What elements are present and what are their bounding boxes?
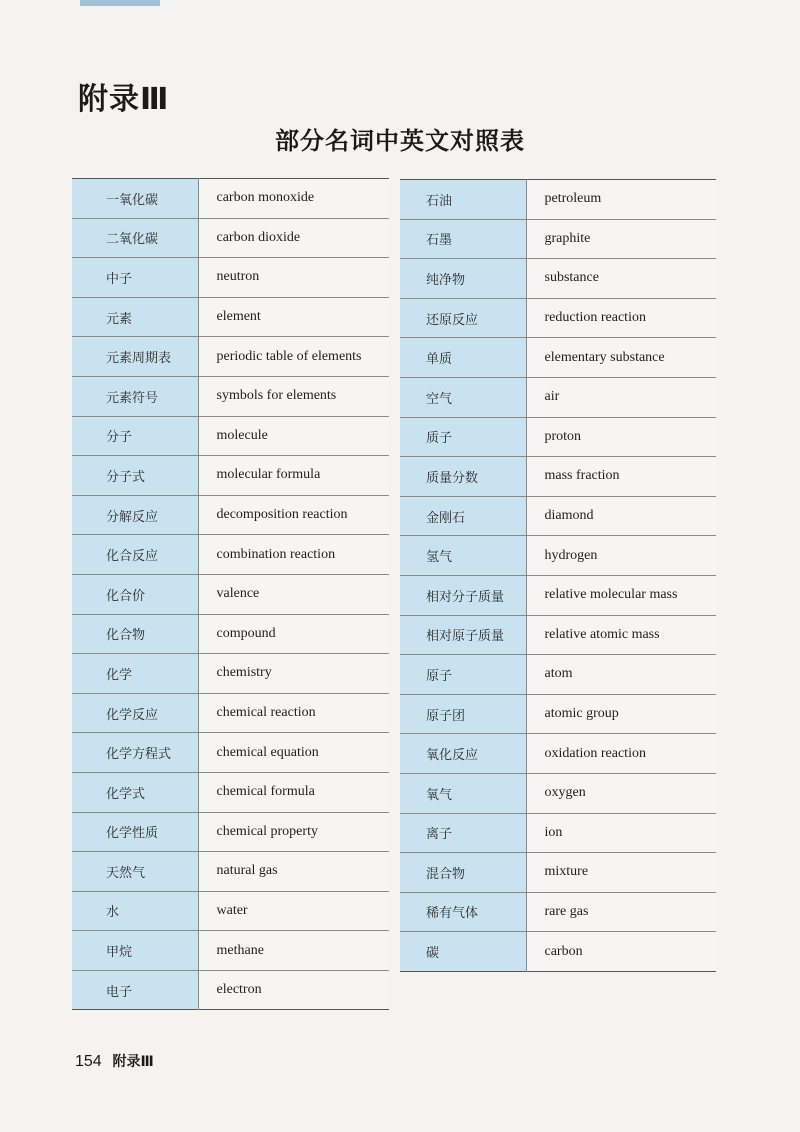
english-term: periodic table of elements [198, 337, 389, 377]
glossary-table-right-body [400, 180, 716, 972]
english-term: ion [526, 813, 716, 853]
table-row [400, 892, 716, 932]
chinese-term: 石墨 [400, 219, 526, 259]
table-row [400, 338, 716, 378]
page-number: 154 [75, 1053, 102, 1070]
english-term: water [198, 891, 389, 931]
english-term: mixture [526, 853, 716, 893]
glossary-table-right [400, 179, 716, 972]
english-term: neutron [198, 258, 389, 298]
chinese-term: 金刚石 [400, 496, 526, 536]
english-term: graphite [526, 219, 716, 259]
table-row [72, 495, 389, 535]
english-term: carbon monoxide [198, 179, 389, 219]
english-term: decomposition reaction [198, 495, 389, 535]
chinese-term: 氧化反应 [400, 734, 526, 774]
chinese-term: 质量分数 [400, 457, 526, 497]
english-term: carbon dioxide [198, 218, 389, 258]
table-row [72, 456, 389, 496]
table-row [400, 655, 716, 695]
chinese-term: 氧气 [400, 773, 526, 813]
english-term: compound [198, 614, 389, 654]
chinese-term: 相对原子质量 [400, 615, 526, 655]
chinese-term: 混合物 [400, 853, 526, 893]
english-term: oxygen [526, 773, 716, 813]
chinese-term: 化合反应 [72, 535, 198, 575]
table-row [400, 615, 716, 655]
top-color-strip [80, 0, 160, 6]
page-footer [75, 1051, 154, 1071]
english-term: chemical reaction [198, 693, 389, 733]
table-row [72, 733, 389, 773]
appendix-title: 附录Ⅲ [78, 82, 170, 117]
chinese-term: 氢气 [400, 536, 526, 576]
chinese-term: 中子 [72, 258, 198, 298]
chinese-term: 相对分子质量 [400, 575, 526, 615]
table-row [72, 812, 389, 852]
chinese-term: 质子 [400, 417, 526, 457]
english-term: diamond [526, 496, 716, 536]
chinese-term: 分解反应 [72, 495, 198, 535]
chinese-term: 纯净物 [400, 259, 526, 299]
english-term: relative molecular mass [526, 575, 716, 615]
chinese-term: 分子 [72, 416, 198, 456]
english-term: carbon [526, 932, 716, 972]
english-term: proton [526, 417, 716, 457]
table-row [400, 219, 716, 259]
english-term: reduction reaction [526, 298, 716, 338]
table-row [72, 376, 389, 416]
chinese-term: 碳 [400, 932, 526, 972]
table-row [400, 377, 716, 417]
chinese-term: 一氧化碳 [72, 179, 198, 219]
table-row [72, 614, 389, 654]
chinese-term: 元素周期表 [72, 337, 198, 377]
chinese-term: 单质 [400, 338, 526, 378]
footer-label: 附录Ⅲ [112, 1054, 154, 1070]
table-row [72, 258, 389, 298]
table-row [72, 218, 389, 258]
table-row [72, 891, 389, 931]
chinese-term: 分子式 [72, 456, 198, 496]
chinese-term: 化学性质 [72, 812, 198, 852]
table-row [72, 416, 389, 456]
chinese-term: 化学 [72, 654, 198, 694]
english-term: petroleum [526, 180, 716, 220]
table-row [72, 852, 389, 892]
chinese-term: 石油 [400, 180, 526, 220]
table-row [400, 575, 716, 615]
english-term: air [526, 377, 716, 417]
table-row [400, 536, 716, 576]
chinese-term: 离子 [400, 813, 526, 853]
english-term: hydrogen [526, 536, 716, 576]
table-title: 部分名词中英文对照表 [275, 126, 525, 155]
chinese-term: 还原反应 [400, 298, 526, 338]
table-row [72, 931, 389, 971]
table-row [400, 932, 716, 972]
table-row [400, 180, 716, 220]
chinese-term: 元素 [72, 297, 198, 337]
english-term: symbols for elements [198, 376, 389, 416]
glossary-table-left-body [72, 179, 389, 1010]
english-term: chemistry [198, 654, 389, 694]
english-term: atom [526, 655, 716, 695]
chinese-term: 甲烷 [72, 931, 198, 971]
english-term: electron [198, 970, 389, 1010]
table-row [72, 535, 389, 575]
table-row [72, 654, 389, 694]
english-term: atomic group [526, 694, 716, 734]
table-row [400, 694, 716, 734]
chinese-term: 化学式 [72, 772, 198, 812]
chinese-term: 化合物 [72, 614, 198, 654]
chinese-term: 原子 [400, 655, 526, 695]
chinese-term: 化合价 [72, 574, 198, 614]
english-term: molecular formula [198, 456, 389, 496]
english-term: combination reaction [198, 535, 389, 575]
table-row [400, 298, 716, 338]
english-term: oxidation reaction [526, 734, 716, 774]
english-term: element [198, 297, 389, 337]
chinese-term: 化学反应 [72, 693, 198, 733]
table-row [400, 259, 716, 299]
english-term: elementary substance [526, 338, 716, 378]
chinese-term: 空气 [400, 377, 526, 417]
chinese-term: 天然气 [72, 852, 198, 892]
english-term: substance [526, 259, 716, 299]
english-term: chemical property [198, 812, 389, 852]
english-term: rare gas [526, 892, 716, 932]
table-row [72, 297, 389, 337]
chinese-term: 二氧化碳 [72, 218, 198, 258]
chinese-term: 原子团 [400, 694, 526, 734]
glossary-table-left [72, 178, 389, 1010]
english-term: relative atomic mass [526, 615, 716, 655]
chinese-term: 水 [72, 891, 198, 931]
english-term: valence [198, 574, 389, 614]
english-term: molecule [198, 416, 389, 456]
table-row [400, 734, 716, 774]
table-row [400, 496, 716, 536]
table-row [400, 417, 716, 457]
english-term: natural gas [198, 852, 389, 892]
table-row [72, 179, 389, 219]
table-row [72, 574, 389, 614]
chinese-term: 电子 [72, 970, 198, 1010]
english-term: methane [198, 931, 389, 971]
chinese-term: 化学方程式 [72, 733, 198, 773]
table-row [400, 813, 716, 853]
table-row [400, 773, 716, 813]
table-row [72, 970, 389, 1010]
chinese-term: 元素符号 [72, 376, 198, 416]
table-row [400, 853, 716, 893]
english-term: chemical formula [198, 772, 389, 812]
english-term: mass fraction [526, 457, 716, 497]
chinese-term: 稀有气体 [400, 892, 526, 932]
english-term: chemical equation [198, 733, 389, 773]
table-row [72, 772, 389, 812]
table-row [72, 337, 389, 377]
table-row [400, 457, 716, 497]
table-row [72, 693, 389, 733]
